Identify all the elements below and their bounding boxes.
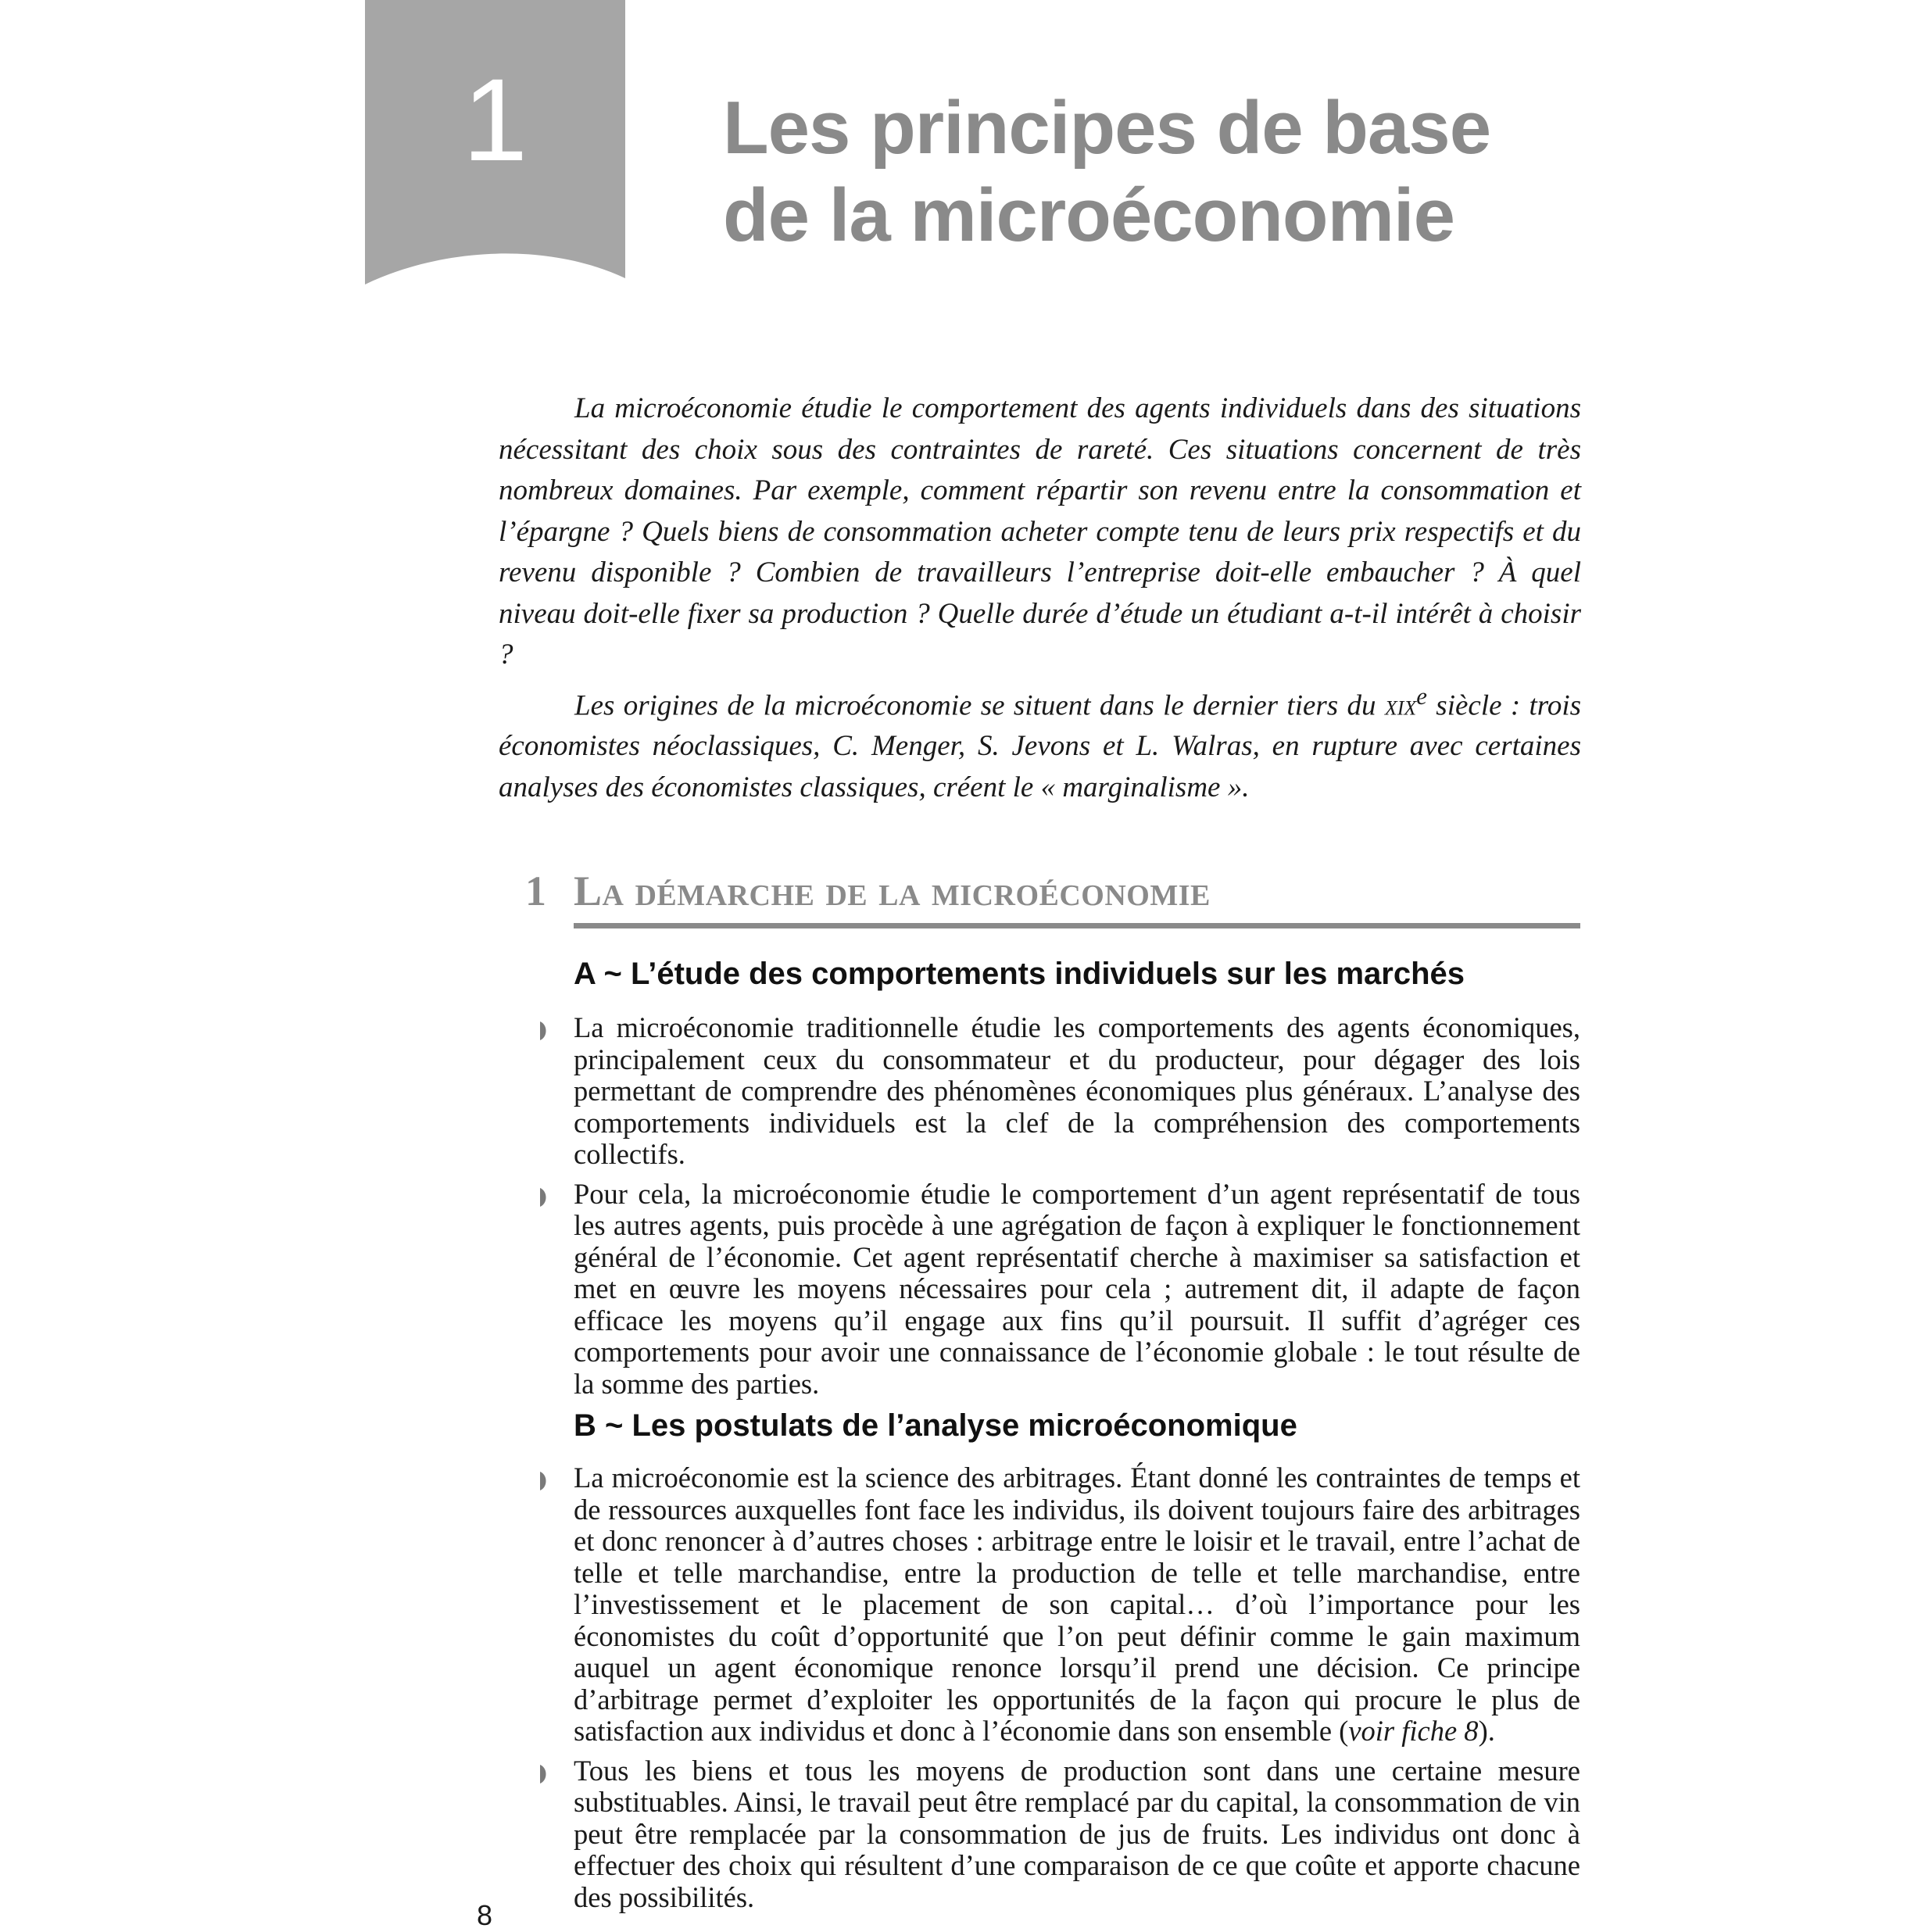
section-rule (574, 923, 1580, 928)
chapter-title-line1: Les principes de base (723, 86, 1491, 170)
subsection-b-list (539, 1462, 1580, 1921)
section-number: 1 (525, 868, 546, 914)
list-item (539, 1755, 1580, 1914)
bullet-icon (539, 1021, 550, 1041)
list-item (539, 1462, 1580, 1748)
list-item (539, 1179, 1580, 1401)
section-title: La démarche de la microéconomie (574, 868, 1211, 914)
subsection-a-title: A ~ L’étude des comportements individuels sur les marchés (574, 957, 1465, 991)
intro-p2-before: Les origines de la microéconomie se situent dans le dernier tiers du (574, 689, 1385, 721)
chapter-tab (365, 0, 625, 284)
subsection-b-title: B ~ Les postulats de l’analyse microéconomique (574, 1408, 1297, 1443)
cross-reference-link: voir fiche 8 (1348, 1715, 1479, 1747)
subsection-a-list (539, 1012, 1580, 1408)
bullet-text: La microéconomie traditionnelle étudie les comportements des agents économiques, principalement ceux du consommateur et du producteur, pour dégager des lois permettant de comprendre des phénomènes économiques plus généraux. L’analyse des comportements individuels est la clef de la compréhension des comportements collectifs. (574, 1011, 1580, 1170)
bullet-text: Tous les biens et tous les moyens de production sont dans une certaine mesure substituables. Ainsi, le travail peut être remplacé par du capital, la consommation de vin peut être remplacée par la consommation de jus de fruits. Les individus ont donc à effectuer des choix qui résultent d’une comparaison de ce que coûte et apporte chacune des possibilités. (574, 1754, 1580, 1913)
bullet-text (574, 1462, 1580, 1748)
intro-p2-sup: e (1416, 682, 1427, 710)
bullet-icon (539, 1764, 550, 1784)
intro-text (499, 388, 1581, 808)
intro-paragraph-1: La microéconomie étudie le comportement des agents individuels dans des situations nécessitant des choix sous des contraintes de rareté. Ces situations concernent de très nombreux domaines. Par exemple, comment répartir son revenu entre la consommation et l’épargne ? Quels biens de consommation acheter compte tenu de leurs prix respectifs et du revenu disponible ? Combien de travailleurs l’entreprise doit-elle embaucher ? À quel niveau doit-elle fixer sa production ? Quelle durée d’étude un étudiant a-t-il intérêt à choisir ? (499, 392, 1581, 671)
intro-p2-century: xix (1384, 689, 1417, 721)
intro-paragraph-2 (499, 676, 1581, 809)
intro-p2-after: siècle : trois économistes néoclassiques, C. Menger, S. Jevons et L. Walras, en rupture avec certaines analyses des économistes classiques, créent le « marginalisme ». (499, 689, 1581, 803)
bullet-icon (539, 1471, 550, 1491)
bullet-icon (539, 1187, 550, 1208)
list-item (539, 1012, 1580, 1171)
section-heading (525, 864, 1580, 928)
chapter-title (723, 84, 1490, 259)
bullet-b1-before: La microéconomie est la science des arbitrages. Étant donné les contraintes de temps et de ressources auxquelles font face les individus, ils doivent toujours faire des arbitrages et donc renoncer à d’autres choses : arbitrage entre le loisir et le travail, entre l’achat de telle et telle marchandise, entre la production de telle et telle marchandise, entre l’investissement et le placement de son capital… d’où l’importance pour les économistes du coût d’opportunité que l’on peut définir comme le gain maximum auquel un agent économique renonce lorsqu’il prend une décision. Ce principe d’arbitrage permet d’exploiter les opportunités de la façon qui procure le plus de satisfaction aux individus et donc à l’économie dans son ensemble ( (574, 1462, 1580, 1747)
chapter-title-line2: de la microéconomie (723, 174, 1454, 257)
chapter-number: 1 (462, 54, 528, 185)
bullet-text: Pour cela, la microéconomie étudie le comportement d’un agent représentatif de tous les autres agents, puis procède à une agrégation de façon à expliquer le fonctionnement général de l’économie. Cet agent représentatif cherche à maximiser sa satisfaction et met en œuvre les moyens nécessaires pour cela ; autrement dit, il adapte de façon efficace les moyens qu’il engage aux fins qu’il poursuit. Il suffit d’agréger ces comportements pour avoir une connaissance de l’économie globale : le tout résulte de la somme des parties. (574, 1177, 1580, 1400)
page-number: 8 (477, 1899, 493, 1931)
bullet-b1-after: ). (1478, 1715, 1495, 1747)
